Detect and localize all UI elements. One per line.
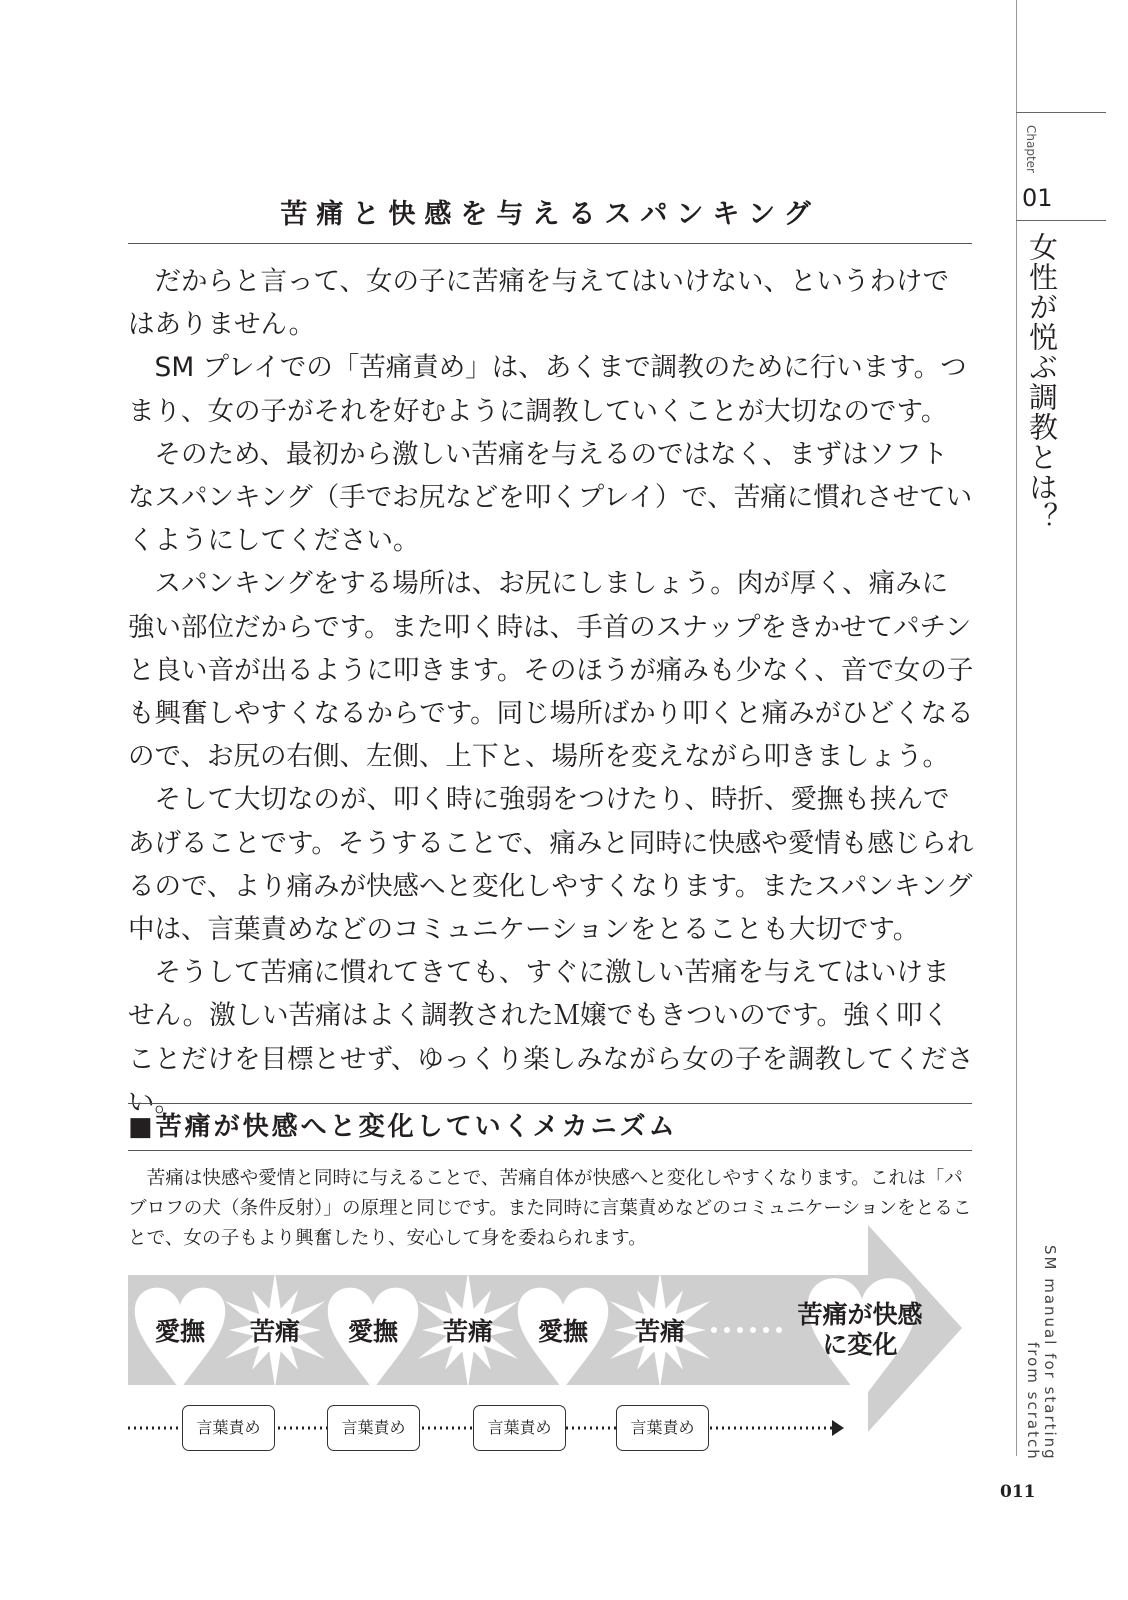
paragraph: そのため、最初から激しい苦痛を与えるのではなく、まずはソフトなスパンキング（手でお尻などを叩くプレイ）で、苦痛に慣れさせていくようにしてください。: [128, 438, 973, 557]
series-line-2: from scratch: [1024, 1341, 1042, 1461]
sidebar-divider: [1016, 0, 1017, 1456]
word-play-pill: 言葉責め: [616, 1405, 709, 1451]
dot: [724, 1327, 730, 1333]
dot: [711, 1327, 717, 1333]
sidebar-rule: [1016, 220, 1106, 221]
series-title: [1024, 1245, 1058, 1461]
caption-text: 苦痛は快感や愛情と同時に与えることで、苦痛自体が快感へと変化しやすくなります。これは「パブロフの犬（条件反射）」の原理と同じです。また同時に言葉責めなどのコミュニケーションをとることで、女の子もより興奮したり、安心して身を委ねられます。: [128, 1168, 972, 1249]
dot: [750, 1327, 756, 1333]
paragraph: そして大切なのが、叩く時に強弱をつけたり、時折、愛撫も挟んであげることです。そうすることで、痛みと同時に快感や愛情も感じられるので、より痛みが快感へと変化しやすくなります。またスパンキング中は、言葉責めなどのコミュニケーションをとることも大切です。: [128, 784, 974, 946]
result-line-2: に変化: [822, 1330, 898, 1359]
series-line-1: SM manual for starting: [1041, 1245, 1059, 1461]
word-play-pill: 言葉責め: [327, 1405, 420, 1451]
word-play-pill: 言葉責め: [473, 1405, 566, 1451]
paragraph: そうして苦痛に慣れてきても、すぐに激しい苦痛を与えてはいけません。激しい苦痛はよく調教されたＭ嬢でもきついのです。強く叩くことだけを目標とせず、ゆっくり楽しみながら女の子を調教してください。: [128, 957, 974, 1118]
caress-label: 愛撫: [154, 1317, 205, 1346]
caress-label: 愛撫: [347, 1317, 398, 1346]
paragraph: SM プレイでの「苦痛責め」は、あくまで調教のために行います。つまり、女の子がそれを好むように調教していくことが大切なのです。: [128, 352, 967, 427]
result-line-1: 苦痛が快感: [797, 1300, 923, 1329]
timeline-arrowhead: [832, 1420, 844, 1436]
chapter-number: 01: [1022, 184, 1053, 212]
chapter-title: 女性が悦ぶ調教とは？: [1025, 232, 1059, 532]
word-play-pill: 言葉責め: [182, 1405, 275, 1451]
dot: [776, 1327, 782, 1333]
page-number: 011: [1000, 1482, 1036, 1502]
caress-label: 愛撫: [537, 1317, 588, 1346]
result-label: [785, 1300, 935, 1360]
chapter-label: Chapter: [1024, 125, 1038, 173]
dot: [763, 1327, 769, 1333]
paragraph: スパンキングをする場所は、お尻にしましょう。肉が厚く、痛みに強い部位だからです。また叩く時は、手首のスナップをきかせてパチンと良い音が出るように叩きます。そのほうが痛みも少なく、音で女の子も興奮しやすくなるからです。同じ場所ばかり叩くと痛みがひどくなるので、お尻の右側、左側、上下と、場所を変えながら叩きましょう。: [128, 568, 974, 773]
sidebar-rule: [1016, 112, 1106, 113]
pain-label: 苦痛: [442, 1317, 493, 1346]
section-title: 苦痛と快感を与えるスパンキング: [280, 199, 820, 230]
box-heading: ■苦痛が快感へと変化していくメカニズム: [128, 1103, 972, 1151]
pain-label: 苦痛: [249, 1317, 300, 1346]
dot: [737, 1327, 743, 1333]
paragraph: だからと言って、女の子に苦痛を与えてはいけない、というわけではありません。: [128, 266, 949, 341]
pain-label: 苦痛: [634, 1317, 685, 1346]
